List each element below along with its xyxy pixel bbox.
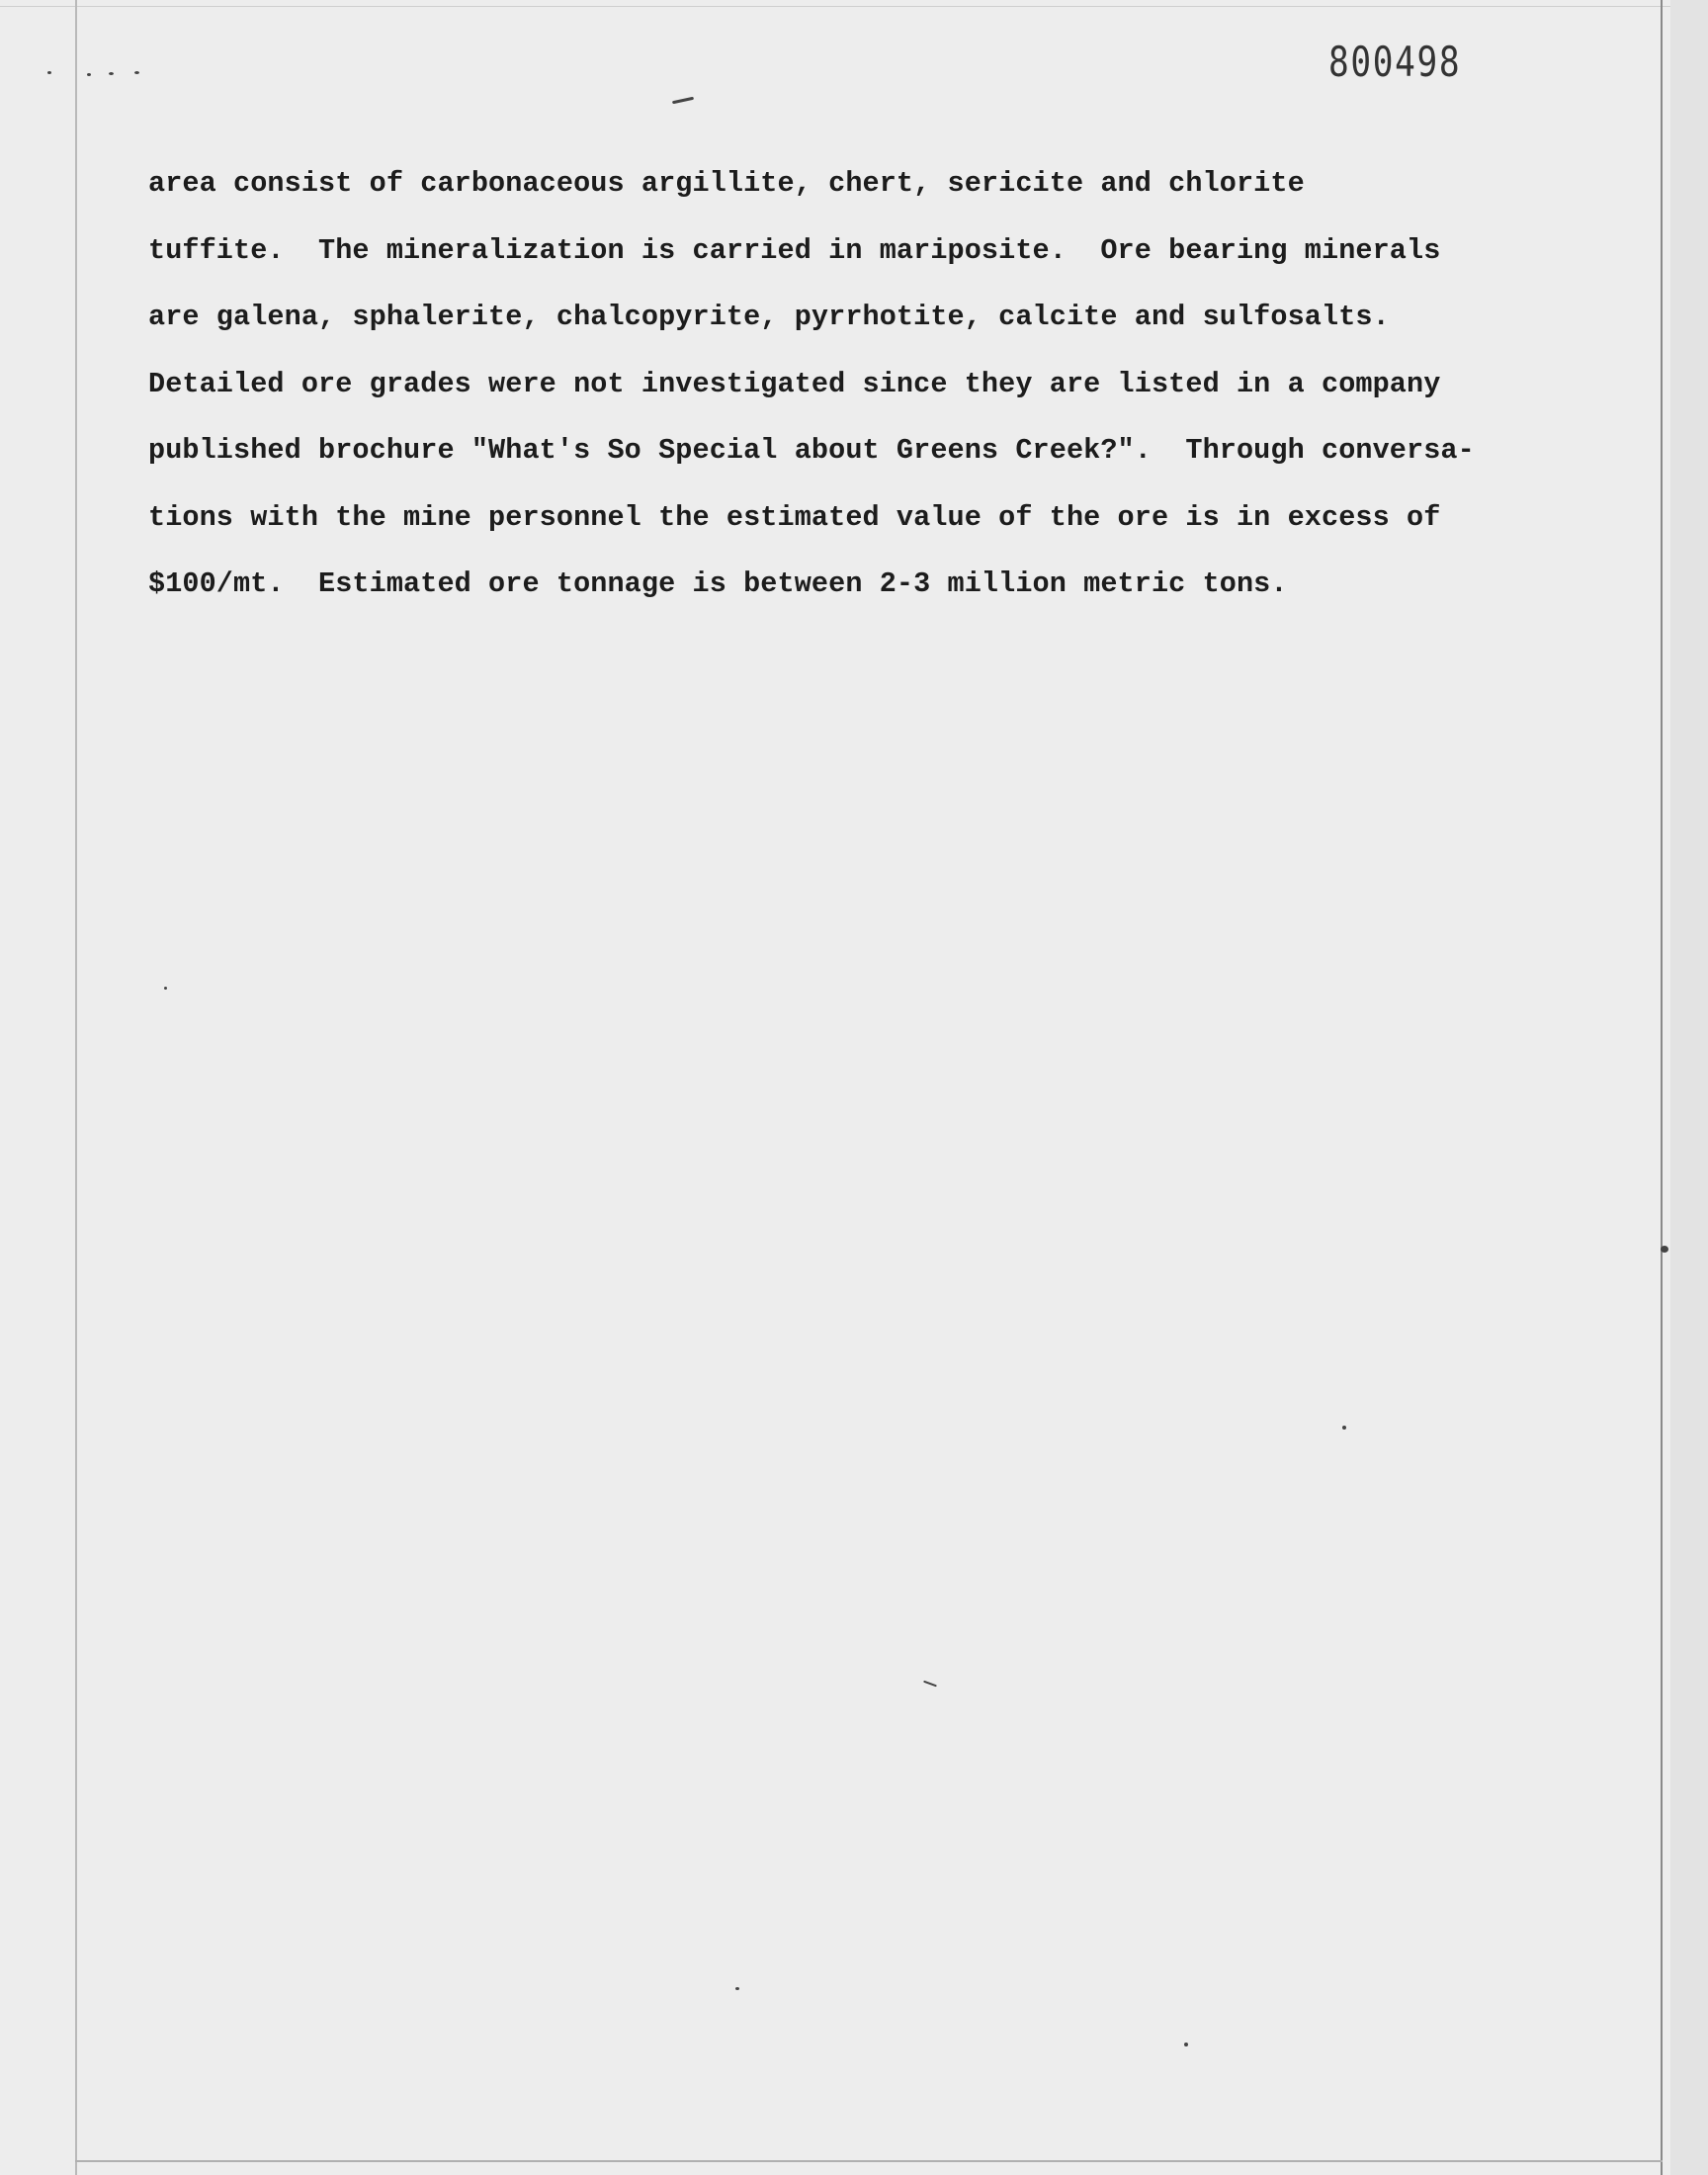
scan-speck bbox=[134, 71, 139, 74]
paragraph-line-4: Detailed ore grades were not investigated since they are listed in a company bbox=[148, 367, 1441, 400]
body-paragraph bbox=[148, 150, 1473, 618]
page-number: 800498 bbox=[1328, 38, 1462, 86]
paragraph-line-5: published brochure "What's So Special about Greens Creek?". Through conversa- bbox=[148, 434, 1475, 467]
scan-speck bbox=[47, 71, 51, 74]
paragraph-line-6: tions with the mine personnel the estimated value of the ore is in excess of bbox=[148, 500, 1441, 534]
scan-speck bbox=[87, 73, 91, 76]
page-right-margin bbox=[1670, 0, 1708, 2175]
scan-speck bbox=[1342, 1426, 1346, 1430]
scan-speck bbox=[164, 987, 167, 990]
paragraph-line-3: are galena, sphalerite, chalcopyrite, pyrrhotite, calcite and sulfosalts. bbox=[148, 301, 1390, 333]
paragraph-line-7: $100/mt. Estimated ore tonnage is between 2-3 million metric tons. bbox=[148, 567, 1288, 600]
page-right-edge bbox=[1661, 0, 1663, 2175]
page-left-edge bbox=[75, 0, 77, 2175]
page-top-edge bbox=[0, 6, 1670, 7]
paragraph-line-1: area consist of carbonaceous argillite, chert, sericite and chlorite bbox=[148, 167, 1305, 200]
scan-speck bbox=[672, 97, 694, 105]
scan-speck bbox=[109, 72, 114, 75]
paragraph-line-2: tuffite. The mineralization is carried in mariposite. Ore bearing minerals bbox=[148, 233, 1441, 267]
scan-speck bbox=[1661, 1246, 1668, 1253]
scan-speck bbox=[1184, 2043, 1188, 2046]
page-bottom-edge bbox=[75, 2160, 1663, 2162]
scan-speck bbox=[735, 1987, 739, 1990]
scan-speck bbox=[923, 1681, 937, 1688]
